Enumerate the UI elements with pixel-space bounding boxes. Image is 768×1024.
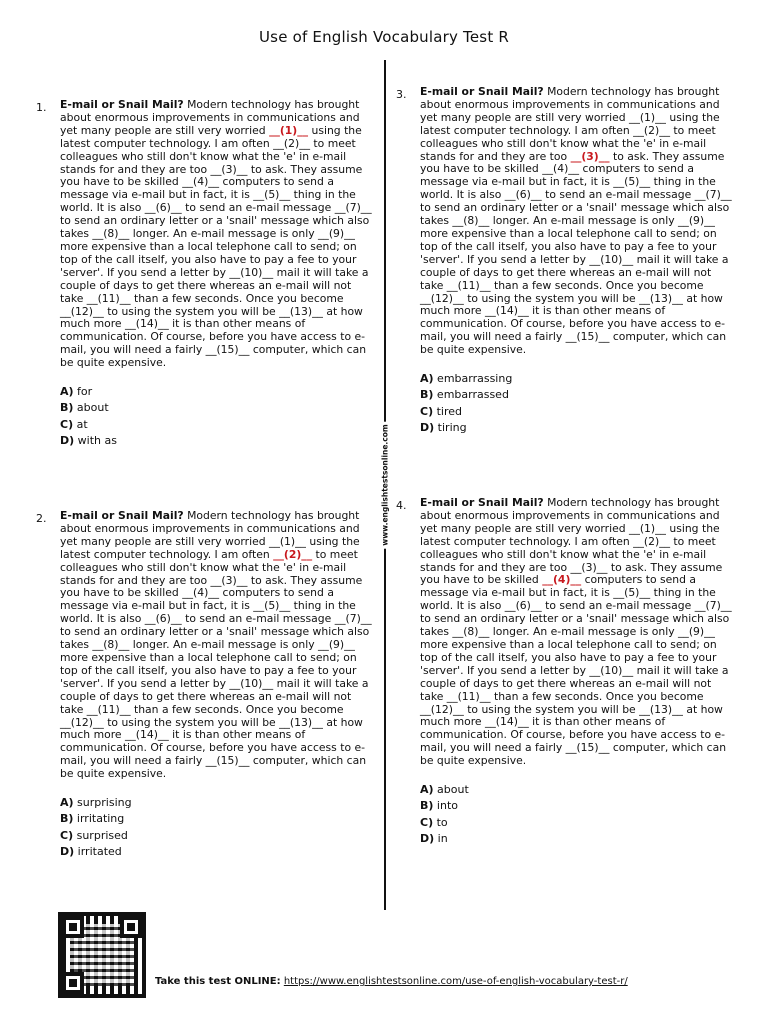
option-c[interactable] [420,815,734,831]
test-online-link[interactable]: https://www.englishtestsonline.com/use-of-english-vocabulary-test-r/ [283,976,628,987]
option-letter: B) [60,812,74,826]
option-b[interactable] [420,798,734,814]
question-number: 3. [396,88,407,101]
option-c[interactable] [60,828,374,844]
option-text: surprising [77,796,132,810]
option-letter: B) [420,388,434,402]
answer-options [420,782,734,847]
question-number: 2. [36,512,47,525]
option-letter: C) [420,815,434,829]
option-letter: D) [60,433,75,447]
qr-finder-pattern [62,972,84,994]
option-d[interactable] [420,831,734,847]
option-letter: D) [420,420,435,434]
option-letter: C) [420,404,434,418]
option-a[interactable] [420,371,734,387]
option-text: at [76,417,88,431]
option-letter: B) [60,401,74,415]
highlighted-blank: __(4)__ [542,573,582,587]
option-c[interactable] [60,417,374,433]
option-d[interactable] [420,420,734,436]
option-b[interactable] [420,387,734,403]
option-text: embarrassing [437,372,513,386]
highlighted-blank: __(1)__ [269,123,309,137]
option-a[interactable] [60,384,374,400]
option-text: for [77,385,93,399]
option-text: about [437,783,469,797]
question-passage [60,510,374,781]
passage-text-before: Modern technology has brought about enormous improvements in communications and yet many people are still very worried __(1)__ using the latest computer technology. I am often __(2)__ to meet colleagues who still don't know what the 'e' in e-mail stands for and they are too __(3)__ to ask. They assume you have to be skilled [420,496,723,587]
option-text: into [436,799,458,813]
question-passage [60,99,374,370]
highlighted-blank: __(3)__ [570,149,610,163]
page-title: Use of English Vocabulary Test R [259,28,509,46]
option-letter: D) [420,831,435,845]
question-3 [396,85,734,436]
question-number: 1. [36,101,47,114]
passage-heading: E-mail or Snail Mail? [60,98,184,111]
option-c[interactable] [420,404,734,420]
option-b[interactable] [60,400,374,416]
option-text: about [76,401,109,415]
answer-options [420,371,734,436]
option-text: in [437,831,448,845]
highlighted-blank: __(2)__ [273,547,313,561]
passage-text-before: Modern technology has brought about enormous improvements in communications and yet many people are still very worried __(1)__ using the latest computer technology. I am often [60,509,360,561]
option-text: with as [77,433,117,447]
question-number: 4. [396,499,407,512]
passage-text-after: using the latest computer technology. I am often __(2)__ to meet colleagues who still don't know what the 'e' in e-mail stands for and they are too __(3)__ to ask. They assume you have to be skilled __(4)__ computers to send a message via e-mail but in fact, it is __(5)__ thing in the world. It is also __(6)__ to send an e-mail message __(7)__ to send an ordinary letter or a 'snail' message which also takes __(8)__ longer. An e-mail message is only __(9)__ more expensive than a local telephone call to send; on top of the call itself, you also have to pay a fee to your 'server'. If you send a letter by __(10)__ mail it will take a couple of days to get there whereas an e-mail will not take __(11)__ than a few seconds. Once you become __(12)__ to using the system you will be __(13)__ at how much more __(14)__ it is than other means of communication. Of course, before you have access to e-mail, you will need a fairly __(15)__ computer, which can be quite expensive. [60,123,372,370]
question-4 [396,496,734,847]
passage-text-after: computers to send a message via e-mail but in fact, it is __(5)__ thing in the world. It is also __(6)__ to send an e-mail message __(7)__ to send an ordinary letter or a 'snail' message which also takes __(8)__ longer. An e-mail message is only __(9)__ more expensive than a local telephone call to send; on top of the call itself, you also have to pay a fee to your 'server'. If you send a letter by __(10)__ mail it will take a couple of days to get there whereas an e-mail will not take __(11)__ than a few seconds. Once you become __(12)__ to using the system you will be __(13)__ at how much more __(14)__ it is than other means of communication. Of course, before you have access to e-mail, you will need a fairly __(15)__ computer, which can be quite expensive. [420,573,732,768]
answer-options [60,795,374,860]
option-d[interactable] [60,433,374,449]
passage-text-before: Modern technology has brought about enormous improvements in communications and yet many people are still very worried [60,98,360,137]
passage-text-after: to meet colleagues who still don't know what the 'e' in e-mail stands for and they are too __(3)__ to ask. They assume you have to be skilled __(4)__ computers to send a message via e-mail but in fact, it is __(5)__ thing in the world. It is also __(6)__ to send an e-mail message __(7)__ to send an ordinary letter or a 'snail' message which also takes __(8)__ longer. An e-mail message is only __(9)__ more expensive than a local telephone call to send; on top of the call itself, you also have to pay a fee to your 'server'. If you send a letter by __(10)__ mail it will take a couple of days to get there whereas an e-mail will not take __(11)__ than a few seconds. Once you become __(12)__ to using the system you will be __(13)__ at how much more __(14)__ it is than other means of communication. Of course, before you have access to e-mail, you will need a fairly __(15)__ computer, which can be quite expensive. [60,547,372,781]
option-text: surprised [76,828,128,842]
option-text: tiring [437,420,467,434]
option-b[interactable] [60,811,374,827]
question-passage [420,86,734,357]
passage-text-after: to ask. They assume you have to be skilled __(4)__ computers to send a message via e-mail but in fact, it is __(5)__ thing in the world. It is also __(6)__ to send an e-mail message __(7)__ to send an ordinary letter or a 'snail' message which also takes __(8)__ longer. An e-mail message is only __(9)__ more expensive than a local telephone call to send; on top of the call itself, you also have to pay a fee to your 'server'. If you send a letter by __(10)__ mail it will take a couple of days to get there whereas an e-mail will not take __(11)__ than a few seconds. Once you become __(12)__ to using the system you will be __(13)__ at how much more __(14)__ it is than other means of communication. Of course, before you have access to e-mail, you will need a fairly __(15)__ computer, which can be quite expensive. [420,149,732,357]
passage-text-before: Modern technology has brought about enormous improvements in communications and yet many people are still very worried __(1)__ using the latest computer technology. I am often __(2)__ to meet colleagues who still don't know what the 'e' in e-mail stands for and they are too [420,85,720,163]
footer-label: Take this test ONLINE: [155,976,281,987]
option-letter: B) [420,799,434,813]
passage-heading: E-mail or Snail Mail? [420,496,544,509]
qr-finder-pattern [62,916,84,938]
question-2 [36,509,374,860]
option-letter: A) [420,783,434,797]
option-letter: D) [60,844,75,858]
option-letter: A) [60,796,74,810]
vertical-site-watermark: www.englishtestsonline.com [381,421,390,548]
passage-heading: E-mail or Snail Mail? [60,509,184,522]
answer-options [60,384,374,449]
option-letter: C) [60,828,74,842]
question-1 [36,98,374,449]
option-letter: C) [60,417,74,431]
passage-heading: E-mail or Snail Mail? [420,85,544,98]
option-a[interactable] [420,782,734,798]
option-text: tired [436,404,463,418]
option-letter: A) [60,385,74,399]
qr-code-icon[interactable] [58,912,146,998]
option-text: irritated [77,844,122,858]
option-a[interactable] [60,795,374,811]
option-text: irritating [76,812,125,826]
footer [155,976,628,987]
option-d[interactable] [60,844,374,860]
option-text: embarrassed [436,388,509,402]
option-text: to [436,815,448,829]
qr-finder-pattern [120,916,142,938]
question-passage [420,497,734,768]
option-letter: A) [420,372,434,386]
